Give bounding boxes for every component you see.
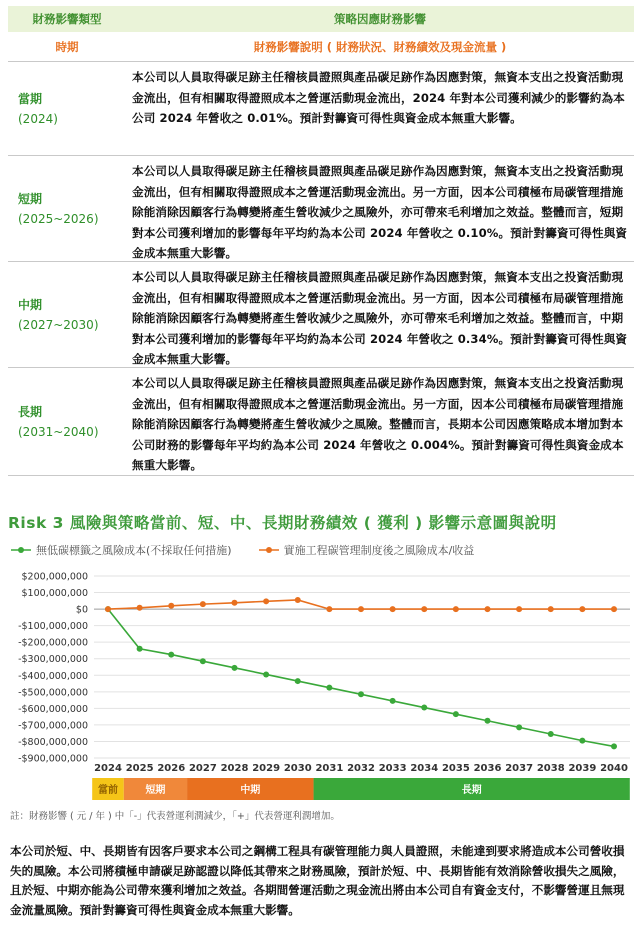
y-tick-label: -$400,000,000	[18, 670, 88, 682]
y-tick-label: $200,000,000	[21, 571, 88, 583]
y-tick-label: -$800,000,000	[18, 736, 88, 748]
period-years: (2025~2026)	[18, 211, 99, 226]
data-point	[295, 678, 301, 684]
data-point	[263, 671, 269, 677]
x-tick-label: 2040	[600, 763, 628, 774]
data-point	[611, 606, 617, 612]
legend-marker-orange-icon	[258, 545, 280, 555]
impact-description: 本公司以人員取得碳足跡主任稽核員證照與產品碳足跡作為因應對策，無資本支出之投資活動現金流出，但有相關取得證照成本之營運活動現金流出。另一方面，因本公司積極布局碳管理措施除能消除因顧客行為轉變將產生營收減少之風險外，亦可帶來毛利增加之效益。整體而言，中期對本公司獲利增加的影響每年平均約為本公司 2024 年營收之 0.34%。預計對籌資可得性與資金成本無重大影響。	[132, 270, 628, 366]
data-point	[326, 685, 332, 691]
y-tick-label: -$500,000,000	[18, 687, 88, 699]
data-point	[295, 597, 301, 603]
data-point	[168, 652, 174, 658]
x-tick-label: 2035	[441, 763, 470, 774]
period-label: 當期	[18, 91, 43, 106]
data-point	[485, 606, 491, 612]
data-point	[137, 646, 143, 652]
data-point	[263, 598, 269, 604]
financial-impact-table	[8, 6, 634, 476]
y-tick-label: -$200,000,000	[18, 637, 88, 649]
data-point	[485, 718, 491, 724]
period-label: 短期	[145, 785, 166, 796]
data-point	[516, 724, 522, 730]
y-tick-label: -$100,000,000	[18, 621, 88, 633]
header-impact-type: 財務影響類型	[32, 12, 102, 26]
period-label: 中期	[18, 297, 43, 312]
x-tick-label: 2039	[568, 763, 597, 774]
x-tick-label: 2031	[315, 763, 344, 774]
data-point	[453, 606, 459, 612]
period-cell	[8, 62, 126, 155]
data-point	[200, 601, 206, 607]
data-point	[516, 606, 522, 612]
data-point	[611, 743, 617, 749]
data-point	[453, 711, 459, 717]
x-tick-label: 2038	[536, 763, 565, 774]
table-row	[8, 156, 634, 262]
table-subheader-row	[8, 32, 634, 62]
data-point	[548, 731, 554, 737]
x-tick-label: 2024	[94, 763, 122, 774]
data-point	[326, 606, 332, 612]
x-tick-label: 2027	[188, 763, 217, 774]
x-tick-label: 2030	[283, 763, 312, 774]
chart-note: 註：財務影響 ( 元 / 年 ) 中「-」代表營運利潤減少，「+」代表營運利潤增加。	[10, 811, 340, 822]
data-point	[548, 606, 554, 612]
data-point	[232, 665, 238, 671]
header-period: 時期	[55, 39, 79, 54]
y-tick-label: -$900,000,000	[18, 753, 88, 765]
header-strategy-impact: 策略因應財務影響	[334, 12, 426, 26]
x-tick-label: 2028	[220, 763, 249, 774]
data-point	[105, 606, 111, 612]
legend-item-carbon-management	[258, 542, 475, 558]
data-point	[358, 606, 364, 612]
data-point	[421, 705, 427, 711]
period-cell	[8, 368, 126, 475]
y-tick-label: $0	[75, 604, 88, 616]
data-point	[168, 603, 174, 609]
y-tick-label: -$600,000,000	[18, 703, 88, 715]
chart-legend	[10, 542, 500, 558]
impact-description: 本公司以人員取得碳足跡主任稽核員證照與產品碳足跡作為因應對策，無資本支出之投資活動現金流出，但有相關取得證照成本之營運活動現金流出，2024 年對本公司獲利減少的影響約為本公司 2024 年營收之 0.01%。預計對籌資可得性與資金成本無重大影響。	[132, 70, 625, 125]
period-label: 長期	[461, 785, 482, 796]
table-row	[8, 262, 634, 368]
data-point	[358, 691, 364, 697]
table-row	[8, 62, 634, 156]
explanation-paragraph: 本公司於短、中、長期皆有因客戶要求本公司之鋼構工程具有碳管理能力與人員證照，未能達到要求將造成本公司營收損失的風險。本公司將積極申請碳足跡認證以降低其帶來之財務風險，預計於短、中、長期皆能有效消除營收損失之風險，且於短、中期亦能為公司帶來獲利增加之效益。各期間營運活動之現金流出將由本公司自有資金支付，不影響營運且無現金流量風險。預計對籌資可得性與資金成本無重大影響。	[10, 844, 625, 917]
x-tick-label: 2032	[347, 763, 375, 774]
x-tick-label: 2025	[125, 763, 154, 774]
series-line	[108, 609, 614, 746]
period-label: 當前	[98, 785, 118, 796]
period-years: (2031~2040)	[18, 424, 99, 439]
period-cell	[8, 156, 126, 261]
data-point	[390, 698, 396, 704]
impact-description: 本公司以人員取得碳足跡主任稽核員證照與產品碳足跡作為因應對策，無資本支出之投資活動現金流出，但有相關取得證照成本之營運活動現金流出。另一方面，因本公司積極布局碳管理措施除能消除因顧客行為轉變將產生營收減少之風險外，亦可帶來毛利增加之效益。整體而言，短期對本公司獲利增加的影響每年平均約為本公司 2024 年營收之 0.10%。預計對籌資可得性與資金成本無重大影響。	[132, 164, 628, 260]
header-impact-description: 財務影響說明 ( 財務狀況、財務績效及現金流量 )	[253, 39, 507, 54]
data-point	[579, 738, 585, 744]
data-point	[137, 605, 143, 611]
x-tick-label: 2033	[378, 763, 407, 774]
data-point	[421, 606, 427, 612]
period-label: 長期	[18, 404, 43, 419]
y-tick-label: -$700,000,000	[18, 720, 88, 732]
legend-item-no-measures	[10, 542, 232, 558]
x-tick-label: 2034	[410, 763, 439, 774]
period-years: (2024)	[18, 111, 58, 126]
x-tick-label: 2036	[473, 763, 502, 774]
line-chart	[0, 560, 640, 804]
y-tick-label: -$300,000,000	[18, 654, 88, 666]
data-point	[200, 658, 206, 664]
legend-marker-green-icon	[10, 545, 32, 555]
period-years: (2027~2030)	[18, 317, 99, 332]
data-point	[232, 600, 238, 606]
x-tick-label: 2026	[157, 763, 186, 774]
legend-label: 無低碳標籤之風險成本(不採取任何措施)	[36, 544, 232, 557]
period-label: 短期	[18, 191, 43, 206]
table-header-row	[8, 6, 634, 32]
x-tick-label: 2029	[252, 763, 281, 774]
y-tick-label: $100,000,000	[21, 588, 88, 600]
table-row	[8, 368, 634, 476]
period-cell	[8, 262, 126, 367]
legend-label: 實施工程碳管理制度後之風險成本/收益	[283, 544, 475, 557]
x-tick-label: 2037	[505, 763, 534, 774]
data-point	[390, 606, 396, 612]
data-point	[579, 606, 585, 612]
chart-title: Risk 3 風險與策略當前、短、中、長期財務績效 ( 獲利 ) 影響示意圖與說明	[8, 514, 557, 532]
period-label: 中期	[240, 785, 261, 796]
impact-description: 本公司以人員取得碳足跡主任稽核員證照與產品碳足跡作為因應對策，無資本支出之投資活動現金流出，但有相關取得證照成本之營運活動現金流出。另一方面，因本公司積極布局碳管理措施除能消除因顧客行為轉變將產生營收減少之風險。整體而言，長期本公司因應策略成本增加對本公司財務的影響每年平均約為本公司 2024 年營收之 0.004%。預計對籌資可得性與資金成本無重大影響。	[132, 376, 624, 472]
